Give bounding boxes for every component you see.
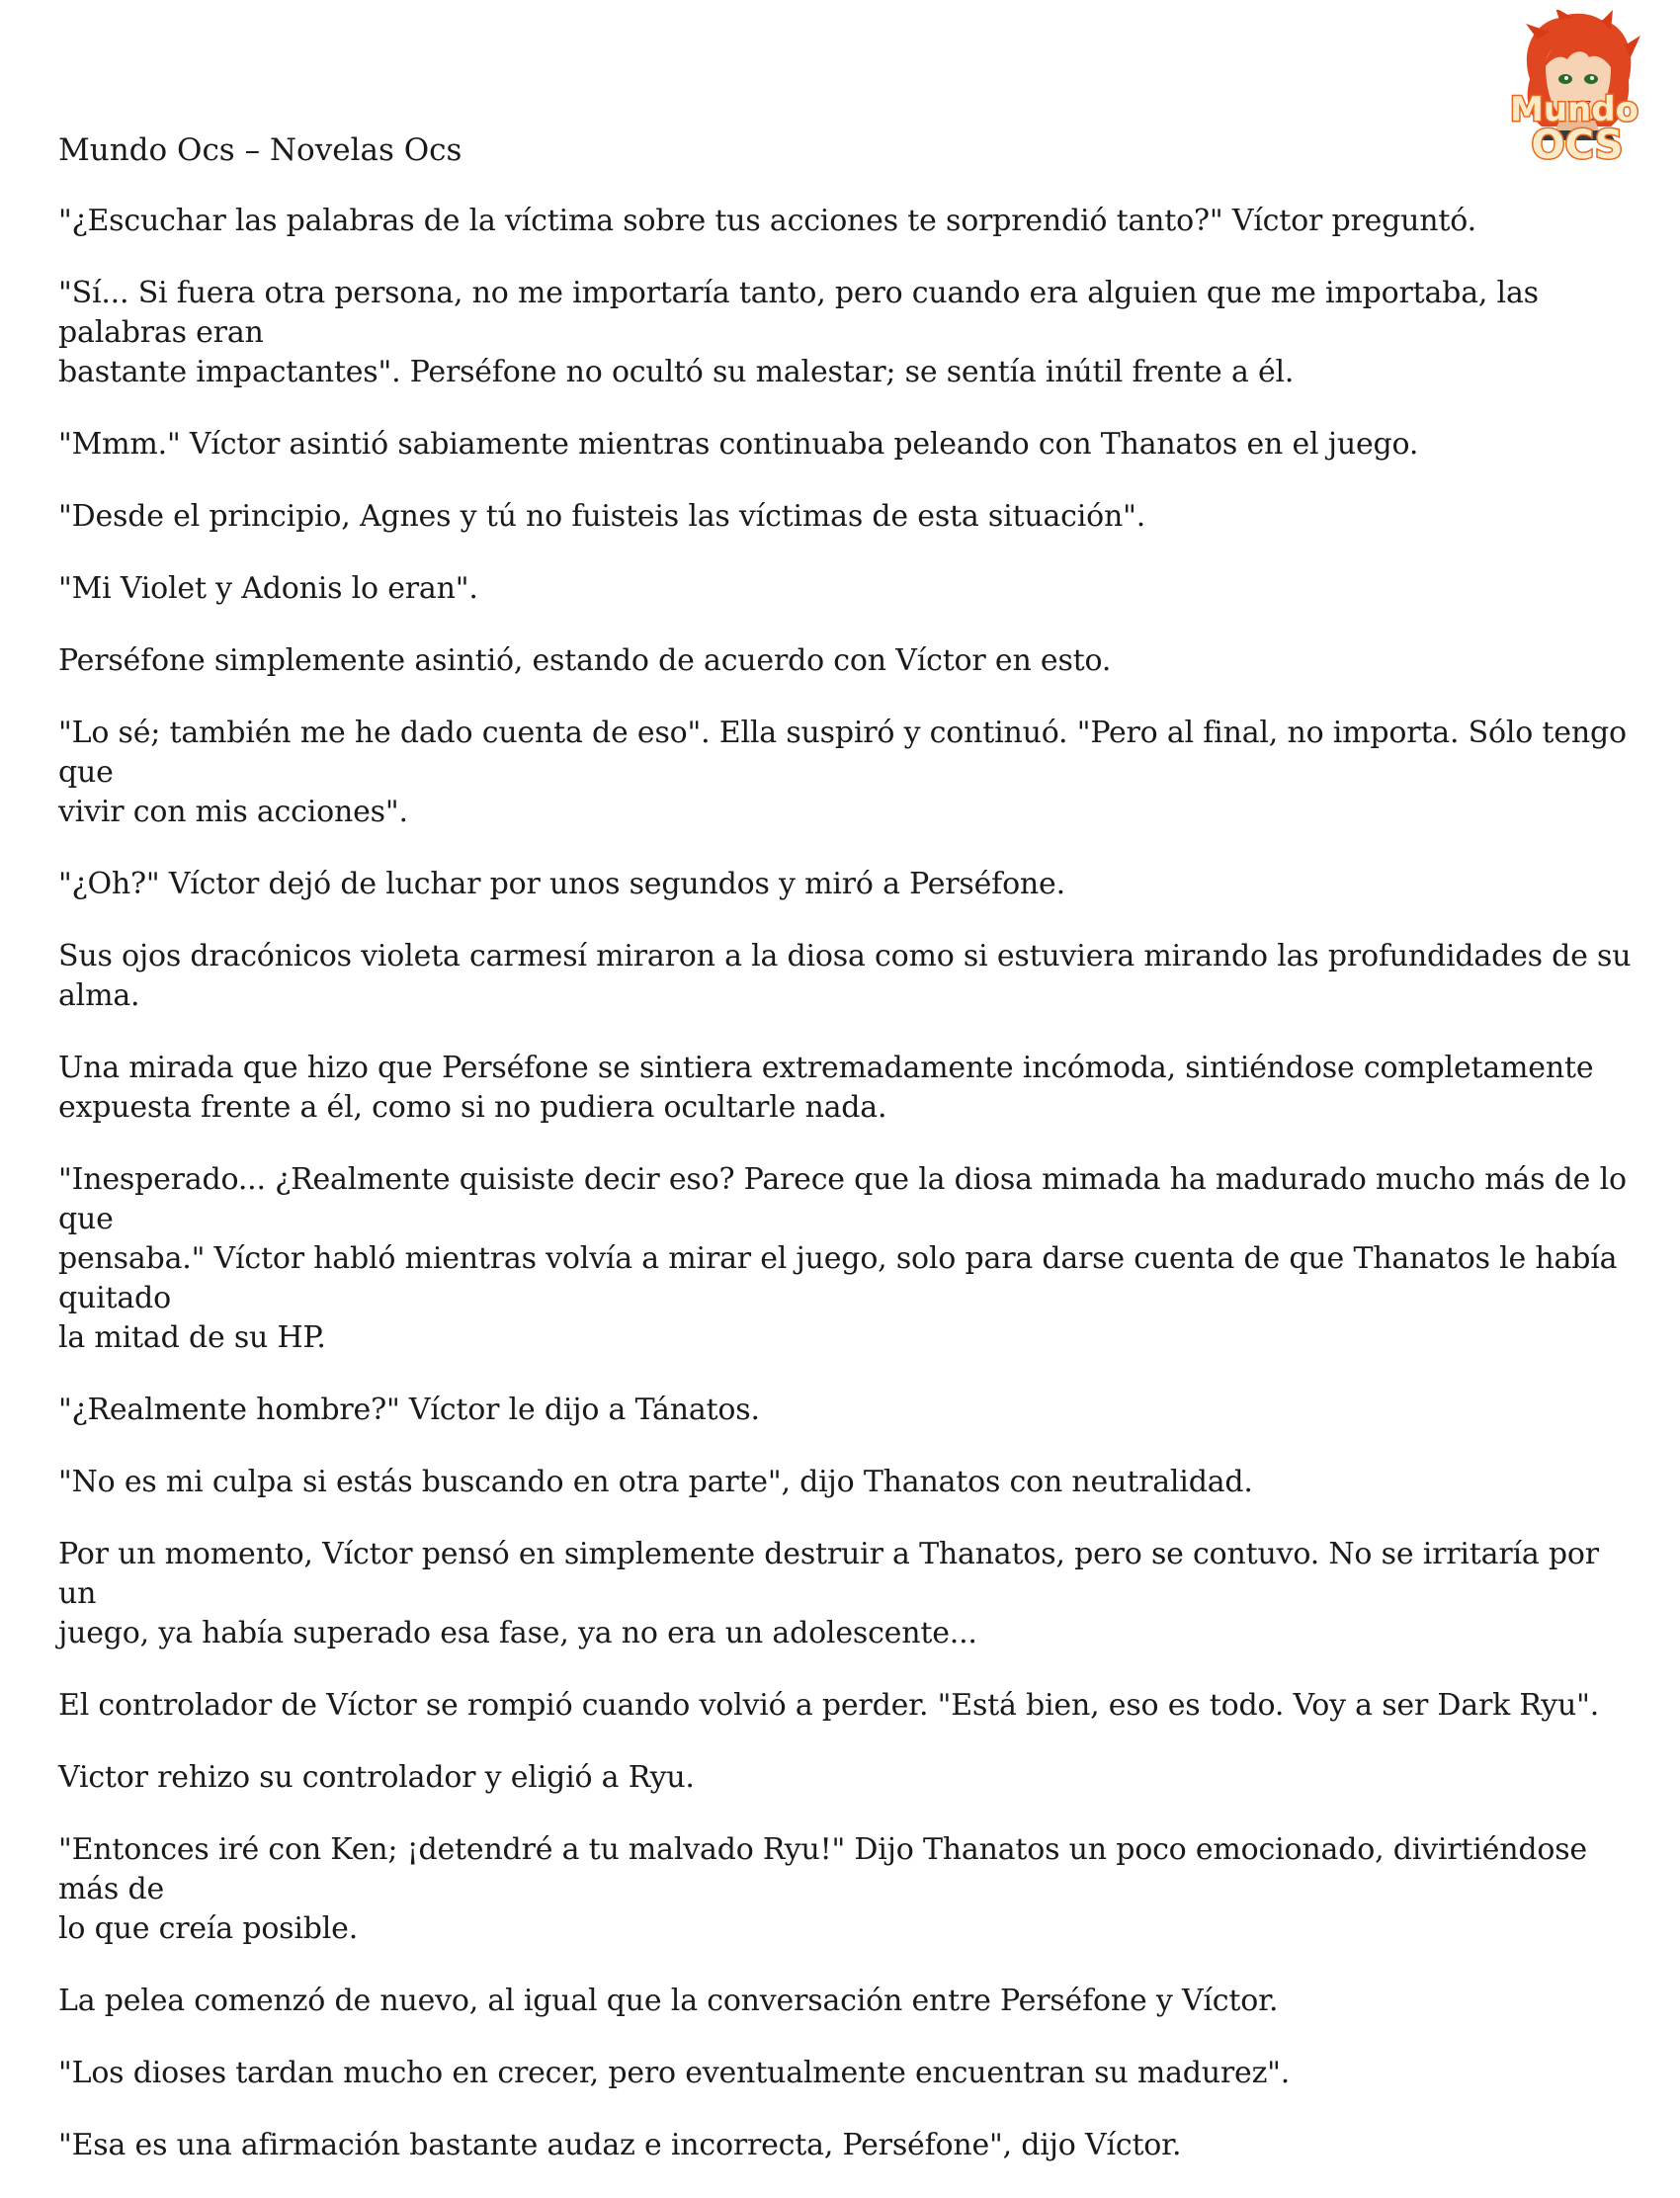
paragraph: "¿Oh?" Víctor dejó de luchar por unos segundos y miró a Perséfone.	[58, 867, 1065, 901]
paragraph: "Mi Violet y Adonis lo eran".	[58, 571, 478, 606]
paragraph: Perséfone simplemente asintió, estando de acuerdo con Víctor en esto.	[58, 643, 1112, 678]
paragraph: "Mmm." Víctor asintió sabiamente mientras continuaba peleando con Thanatos en el juego.	[58, 427, 1419, 462]
paragraph: "¿Escuchar las palabras de la víctima sobre tus acciones te sorprendió tanto?" Víctor preguntó.	[58, 204, 1476, 238]
paragraph: "Lo sé; también me he dado cuenta de eso". Ella suspiró y continuó. "Pero al final, no importa. Sólo tengo que vivir con mis acciones".	[58, 716, 1627, 829]
logo-text-top: Mundo	[1510, 90, 1638, 129]
paragraph: "Inesperado... ¿Realmente quisiste decir eso? Parece que la diosa mimada ha madurado mucho más de lo que pensaba." Víctor habló mientras volvía a mirar el juego, solo para darse cuenta de que Thanatos le había quitado la mitad de su HP.	[58, 1162, 1627, 1355]
page-header: Mundo Ocs – Novelas Ocs	[58, 132, 462, 168]
paragraph: El controlador de Víctor se rompió cuando volvió a perder. "Está bien, eso es todo. Voy a ser Dark Ryu".	[58, 1688, 1600, 1723]
paragraph: "Esa es una afirmación bastante audaz e incorrecta, Perséfone", dijo Víctor.	[58, 2128, 1182, 2162]
paragraph: "Sí... Si fuera otra persona, no me importaría tanto, pero cuando era alguien que me importaba, las palabras eran bastante impactantes". Perséfone no ocultó su malestar; se sentía inútil frente a él.	[58, 276, 1539, 389]
mundo-ocs-logo-icon	[1490, 10, 1658, 180]
paragraph: "Los dioses tardan mucho en crecer, pero eventualmente encuentran su madurez".	[58, 2056, 1291, 2090]
paragraph: "No es mi culpa si estás buscando en otra parte", dijo Thanatos con neutralidad.	[58, 1465, 1253, 1499]
logo-text-bottom: OCS	[1531, 123, 1624, 168]
paragraph: Por un momento, Víctor pensó en simplemente destruir a Thanatos, pero se contuvo. No se irritaría por un juego, ya había superado esa fase, ya no era un adolescente...	[58, 1537, 1599, 1650]
paragraph: "¿Realmente hombre?" Víctor le dijo a Tánatos.	[58, 1393, 760, 1427]
paragraph: La pelea comenzó de nuevo, al igual que la conversación entre Perséfone y Víctor.	[58, 1984, 1279, 2018]
paragraph: Sus ojos dracónicos violeta carmesí miraron a la diosa como si estuviera mirando las profundidades de su alma.	[58, 939, 1632, 1013]
paragraph: Victor rehizo su controlador y eligió a Ryu.	[58, 1760, 695, 1795]
paragraph: "Entonces iré con Ken; ¡detendré a tu malvado Ryu!" Dijo Thanatos un poco emocionado, divirtiéndose más de lo que creía posible.	[58, 1832, 1587, 1946]
document-body	[58, 202, 1639, 2198]
paragraph: Una mirada que hizo que Perséfone se sintiera extremadamente incómoda, sintiéndose completamente expuesta frente a él, como si no pudiera ocultarle nada.	[58, 1051, 1594, 1125]
paragraph: "Desde el principio, Agnes y tú no fuisteis las víctimas de esta situación".	[58, 499, 1146, 534]
